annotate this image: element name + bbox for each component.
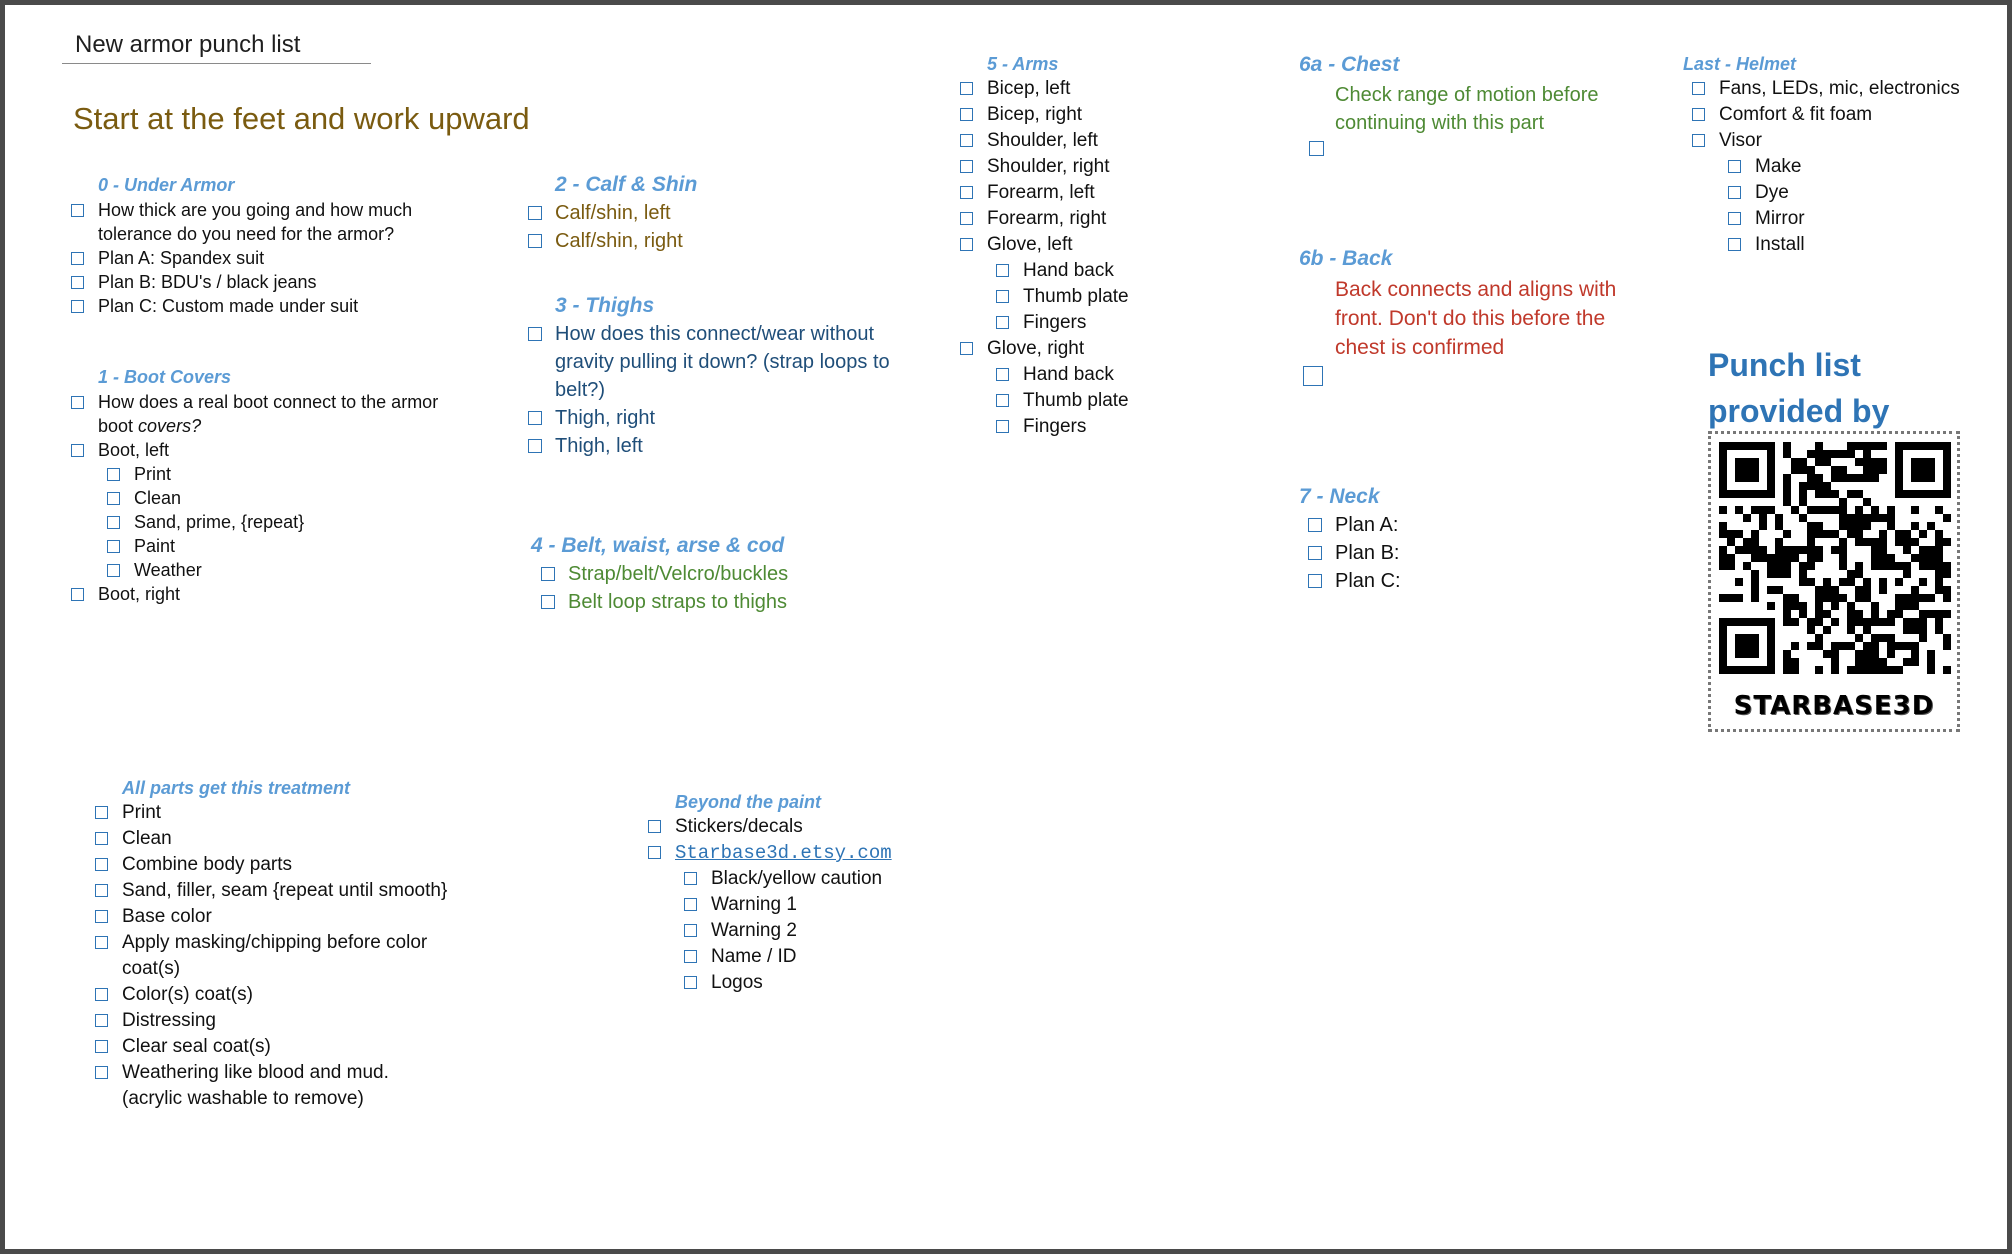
list-item: Glove, right <box>960 336 1260 362</box>
section-calf-shin <box>528 173 908 255</box>
checkbox[interactable] <box>95 858 108 871</box>
section-heading: 5 - Arms <box>987 54 1059 74</box>
checkbox[interactable] <box>1308 574 1322 588</box>
checkbox[interactable] <box>1728 186 1741 199</box>
list-item: Hand back <box>996 258 1260 284</box>
section-heading: 7 - Neck <box>1299 485 1380 508</box>
list-item: Warning 2 <box>684 918 978 944</box>
list-item: Bicep, left <box>960 76 1260 102</box>
section-note: Check range of motion before continuing with this part <box>1335 84 1599 134</box>
section-heading: 2 - Calf & Shin <box>555 173 698 196</box>
checkbox[interactable] <box>107 564 120 577</box>
checkbox[interactable] <box>960 160 973 173</box>
list-item: Shoulder, right <box>960 154 1260 180</box>
list-item: Plan B: BDU's / black jeans <box>71 270 456 294</box>
checkbox[interactable] <box>1692 82 1705 95</box>
list-item: Fingers <box>996 414 1260 440</box>
list-item: Calf/shin, left <box>528 199 908 227</box>
checkbox[interactable] <box>684 976 697 989</box>
checkbox[interactable] <box>1692 134 1705 147</box>
checkbox[interactable] <box>1728 238 1741 251</box>
checklist <box>1308 511 1599 595</box>
checklist <box>648 814 978 996</box>
list-item: Glove, left <box>960 232 1260 258</box>
qr-code-panel[interactable] <box>1708 431 1960 732</box>
checkbox[interactable] <box>960 134 973 147</box>
promo-title: Punch list provided by <box>1708 347 1890 429</box>
checkbox[interactable] <box>684 898 697 911</box>
checkbox[interactable] <box>960 342 973 355</box>
list-item: Distressing <box>95 1008 490 1034</box>
checkbox[interactable] <box>1728 212 1741 225</box>
checkbox[interactable] <box>528 439 542 453</box>
checkbox[interactable] <box>95 1014 108 1027</box>
list-item: Sand, prime, {repeat} <box>107 510 456 534</box>
checkbox[interactable] <box>95 832 108 845</box>
list-item: Stickers/decals <box>648 814 978 840</box>
list-item: Weather <box>107 558 456 582</box>
section-under-armor <box>71 175 456 318</box>
checkbox[interactable] <box>684 872 697 885</box>
list-item: Forearm, left <box>960 180 1260 206</box>
list-item: Clear seal coat(s) <box>95 1034 490 1060</box>
list-item: Dye <box>1728 180 1993 206</box>
checkbox[interactable] <box>996 394 1009 407</box>
list-item: Clean <box>95 826 490 852</box>
checkbox[interactable] <box>71 396 84 409</box>
checkbox[interactable] <box>95 884 108 897</box>
section-chest <box>1299 53 1629 137</box>
list-item: Plan C: <box>1308 567 1599 595</box>
list-item: Hand back <box>996 362 1260 388</box>
section-beyond-paint <box>648 792 978 996</box>
checkbox[interactable] <box>960 82 973 95</box>
checkbox[interactable] <box>1308 518 1322 532</box>
list-item: Plan A: <box>1308 511 1599 539</box>
checkbox[interactable] <box>107 492 120 505</box>
checkbox[interactable] <box>95 910 108 923</box>
list-item: Combine body parts <box>95 852 490 878</box>
list-item: Mirror <box>1728 206 1993 232</box>
checkbox[interactable] <box>95 988 108 1001</box>
section-heading: 4 - Belt, waist, arse & cod <box>531 534 785 557</box>
checkbox[interactable] <box>996 290 1009 303</box>
list-item: Color(s) coat(s) <box>95 982 490 1008</box>
section-back <box>1299 247 1629 362</box>
list-item: Fingers <box>996 310 1260 336</box>
checkbox[interactable] <box>95 936 108 949</box>
checkbox[interactable] <box>71 252 84 265</box>
list-item: Paint <box>107 534 456 558</box>
section-all-parts <box>95 778 490 1112</box>
section-heading: Last - Helmet <box>1683 54 1797 74</box>
checkbox[interactable] <box>528 327 542 341</box>
checkbox[interactable] <box>71 300 84 313</box>
list-item: How does this connect/wear without gravity pulling it down? (strap loops to belt?) <box>528 320 908 404</box>
section-heading: 6b - Back <box>1299 247 1393 270</box>
checklist <box>528 199 908 255</box>
checkbox[interactable] <box>996 420 1009 433</box>
list-item: Apply masking/chipping before color coat(s) <box>95 930 442 982</box>
checkbox[interactable] <box>960 238 973 251</box>
checkbox[interactable] <box>648 820 661 833</box>
page-subtitle: Start at the feet and work upward <box>73 101 530 136</box>
checkbox[interactable] <box>107 468 120 481</box>
list-item: Boot, left <box>71 438 456 462</box>
list-item: Print <box>107 462 456 486</box>
checkbox[interactable] <box>996 316 1009 329</box>
checkbox[interactable] <box>71 204 84 217</box>
list-item: Thumb plate <box>996 388 1260 414</box>
checkbox[interactable] <box>1309 141 1324 156</box>
checkbox[interactable] <box>1692 108 1705 121</box>
section-heading: Beyond the paint <box>675 792 822 812</box>
checkbox[interactable] <box>95 806 108 819</box>
list-item: Visor <box>1692 128 1993 154</box>
section-belt <box>531 534 911 616</box>
etsy-link[interactable]: Starbase3d.etsy.com <box>675 842 892 864</box>
list-item: Make <box>1728 154 1993 180</box>
section-heading: 0 - Under Armor <box>98 175 235 195</box>
list-item: Print <box>95 800 490 826</box>
list-item: Thumb plate <box>996 284 1260 310</box>
list-item: Logos <box>684 970 978 996</box>
list-item: How does a real boot connect to the armor boot covers? <box>71 390 456 438</box>
section-note: Back connects and aligns with front. Don't do this before the chest is confirmed <box>1335 278 1617 359</box>
list-item: Plan B: <box>1308 539 1599 567</box>
list-item: Thigh, right <box>528 404 908 432</box>
section-heading: All parts get this treatment <box>122 778 351 798</box>
checkbox[interactable] <box>71 444 84 457</box>
checkbox[interactable] <box>1728 160 1741 173</box>
section-thighs <box>528 294 908 460</box>
qr-code-icon <box>1719 442 1951 674</box>
checkbox[interactable] <box>1308 546 1322 560</box>
list-item: Clean <box>107 486 456 510</box>
list-item: Sand, filler, seam {repeat until smooth} <box>95 878 490 904</box>
list-item: Name / ID <box>684 944 978 970</box>
section-arms <box>960 54 1260 440</box>
document-title[interactable]: New armor punch list <box>62 29 371 64</box>
checkbox[interactable] <box>541 567 555 581</box>
list-item: Weathering like blood and mud. (acrylic washable to remove) <box>95 1060 442 1112</box>
checkbox[interactable] <box>528 206 542 220</box>
checkbox[interactable] <box>1303 366 1323 386</box>
checkbox[interactable] <box>528 234 542 248</box>
list-item <box>648 840 978 866</box>
checklist <box>960 76 1260 440</box>
list-item: Black/yellow caution <box>684 866 978 892</box>
checklist <box>528 320 908 460</box>
checkbox[interactable] <box>528 411 542 425</box>
list-item: Comfort & fit foam <box>1692 102 1993 128</box>
section-heading: 6a - Chest <box>1299 53 1400 76</box>
checkbox[interactable] <box>960 108 973 121</box>
checkbox[interactable] <box>684 950 697 963</box>
checkbox[interactable] <box>107 540 120 553</box>
checkbox[interactable] <box>95 1040 108 1053</box>
list-item: Boot, right <box>71 582 456 606</box>
checkbox[interactable] <box>996 264 1009 277</box>
list-item: Belt loop straps to thighs <box>541 588 911 616</box>
checklist <box>71 198 456 318</box>
checkbox[interactable] <box>95 1066 108 1079</box>
list-item: Forearm, right <box>960 206 1260 232</box>
checklist <box>541 560 911 616</box>
section-heading: 1 - Boot Covers <box>98 367 232 387</box>
checkbox[interactable] <box>960 212 973 225</box>
list-item: How thick are you going and how much tolerance do you need for the armor? <box>71 198 456 246</box>
checklist <box>95 800 490 1112</box>
list-item: Plan A: Spandex suit <box>71 246 456 270</box>
list-item: Thigh, left <box>528 432 908 460</box>
list-item: Fans, LEDs, mic, electronics <box>1692 76 1993 102</box>
checkbox[interactable] <box>648 846 661 859</box>
section-helmet <box>1683 54 1993 258</box>
checklist <box>71 390 456 606</box>
checkbox[interactable] <box>71 588 84 601</box>
checkbox[interactable] <box>541 595 555 609</box>
list-item: Install <box>1728 232 1993 258</box>
checklist <box>1692 76 1993 258</box>
list-item: Warning 1 <box>684 892 978 918</box>
checkbox[interactable] <box>107 516 120 529</box>
checkbox[interactable] <box>684 924 697 937</box>
list-item: Bicep, right <box>960 102 1260 128</box>
checkbox[interactable] <box>71 276 84 289</box>
section-neck <box>1299 485 1599 595</box>
list-item: Plan C: Custom made under suit <box>71 294 456 318</box>
list-item: Base color <box>95 904 490 930</box>
list-item: Calf/shin, right <box>528 227 908 255</box>
section-boot-covers <box>71 367 456 606</box>
checkbox[interactable] <box>960 186 973 199</box>
list-item: Shoulder, left <box>960 128 1260 154</box>
qr-caption: STARBASE3D <box>1733 691 1935 721</box>
section-heading: 3 - Thighs <box>555 294 655 317</box>
list-item: Strap/belt/Velcro/buckles <box>541 560 911 588</box>
checkbox[interactable] <box>996 368 1009 381</box>
